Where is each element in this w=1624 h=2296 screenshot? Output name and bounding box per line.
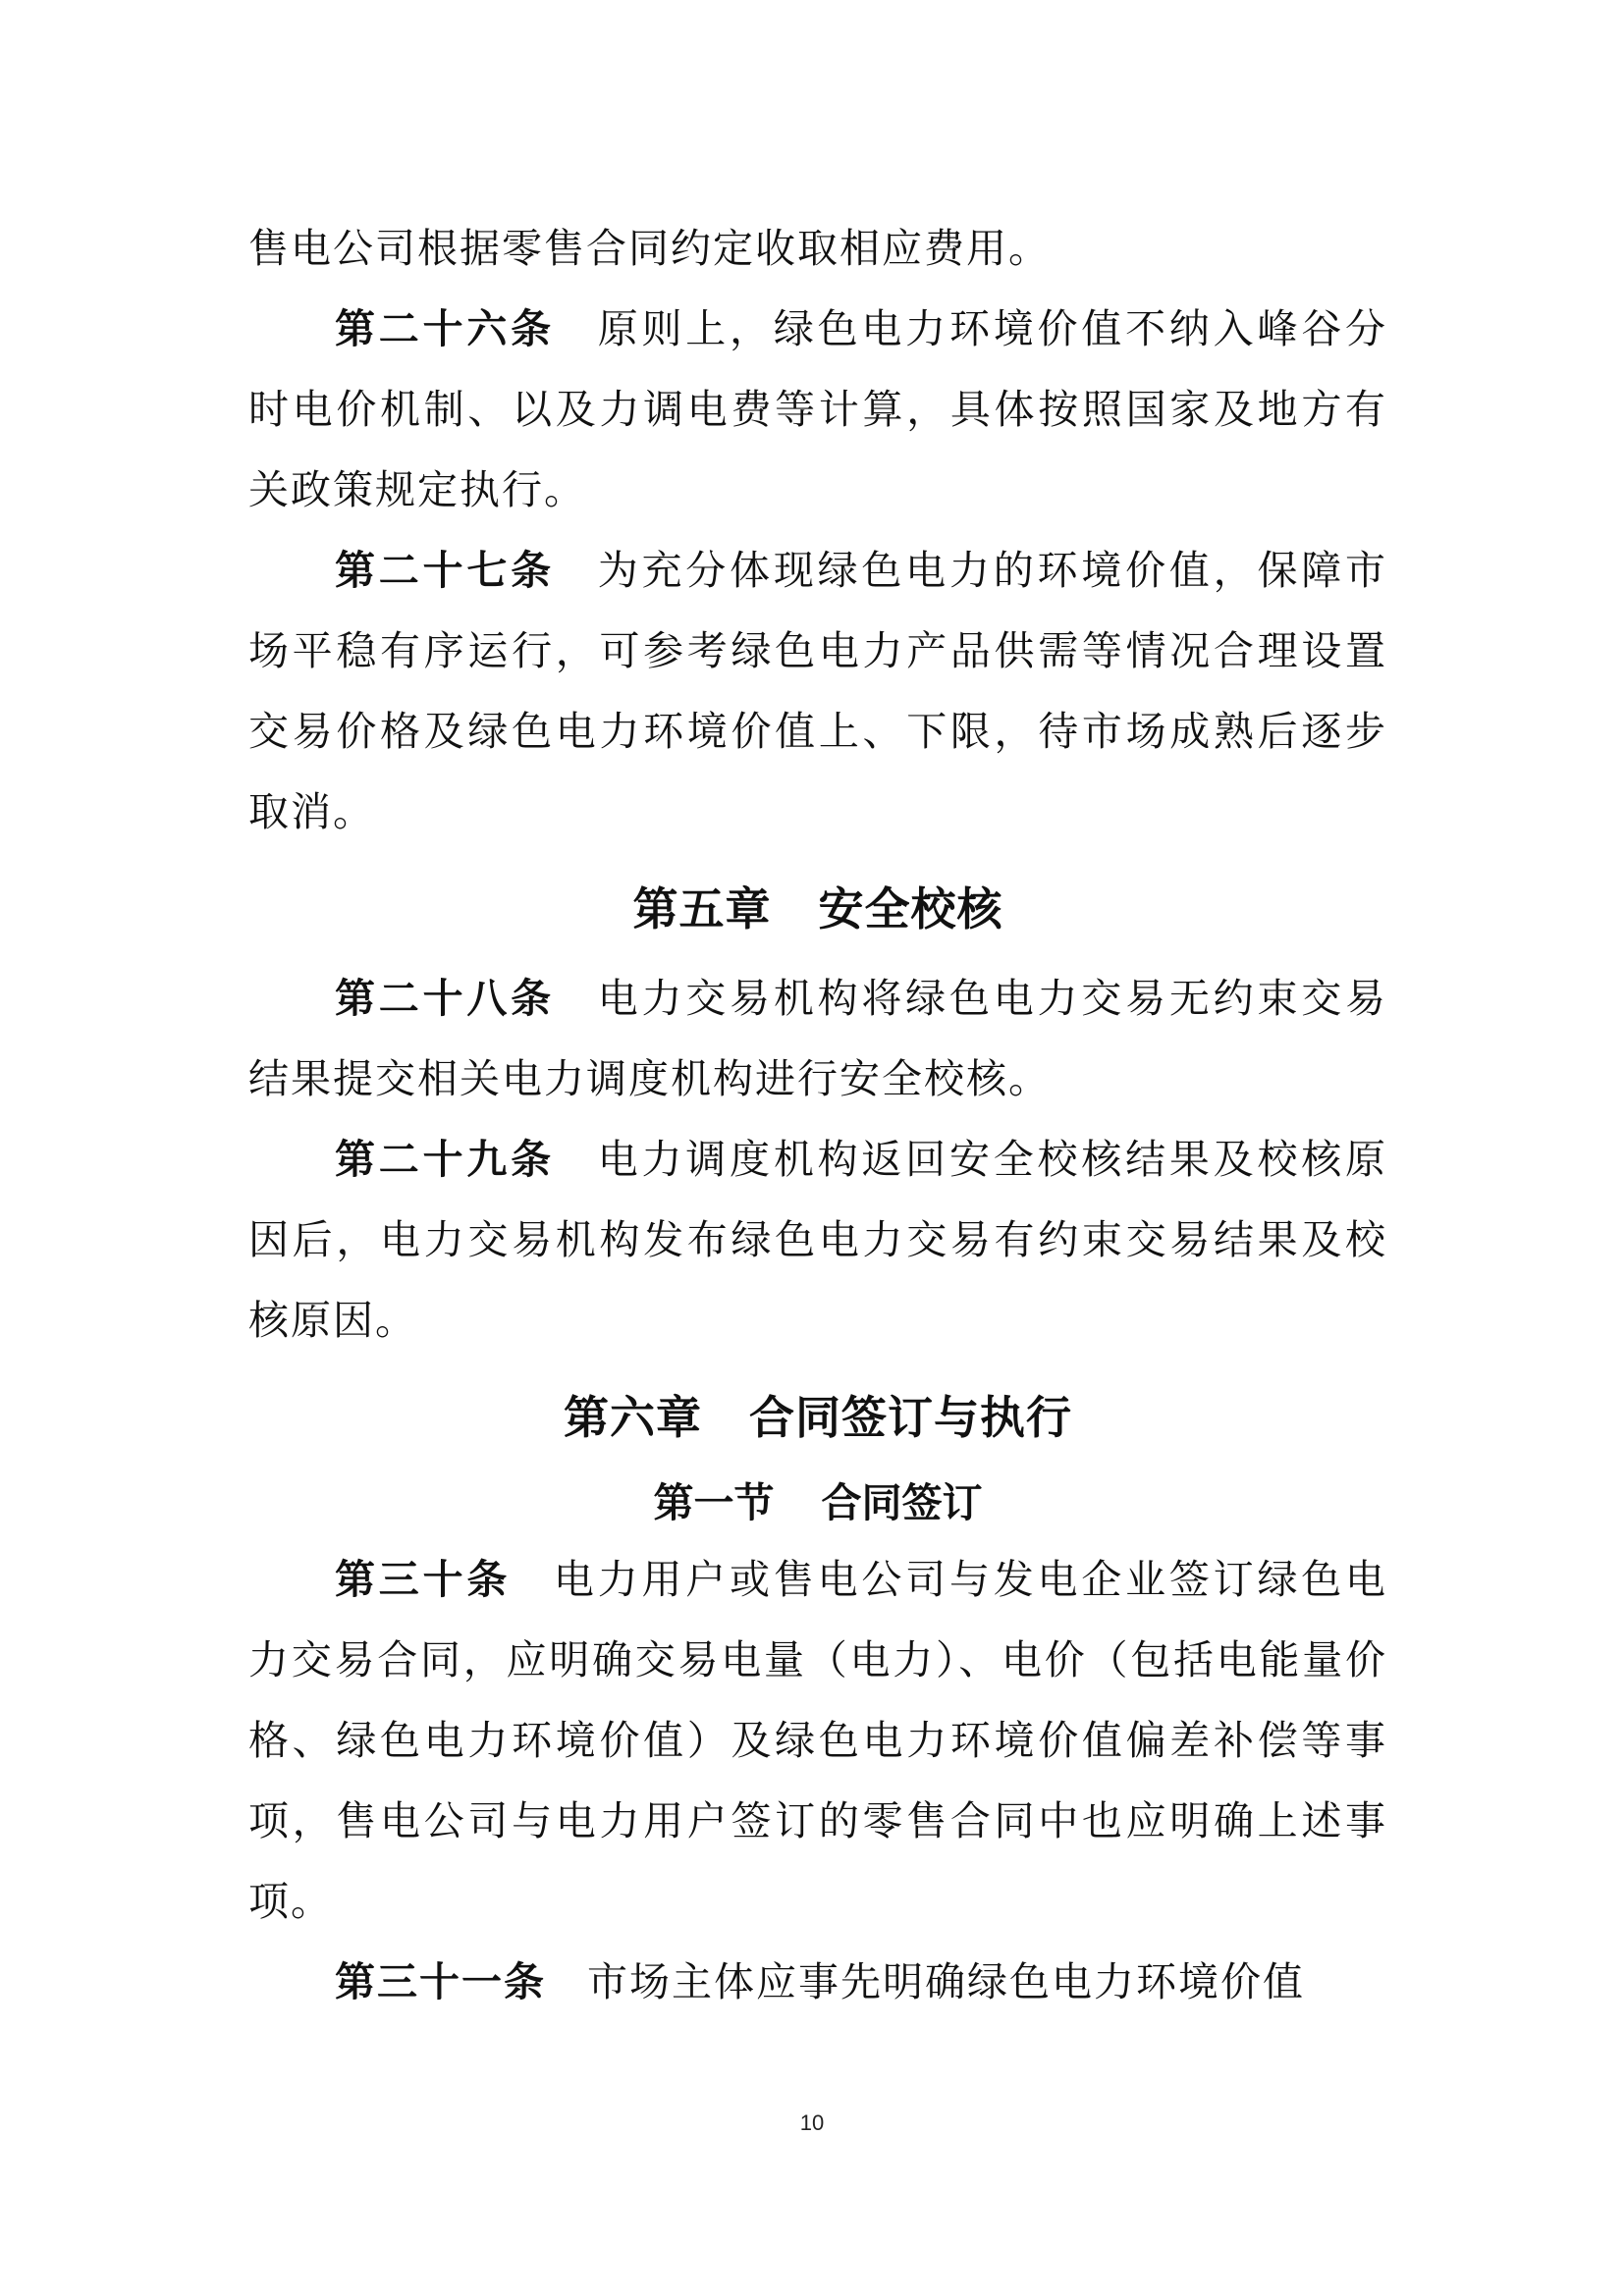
- chapter-heading-5: [248, 870, 1387, 948]
- article-26: [248, 289, 1387, 530]
- paragraph-text: 售电公司根据零售合同约定收取相应费用。: [248, 225, 1051, 272]
- section-title: 合同签订: [821, 1479, 983, 1526]
- article-text: 电力调度机构返回安全校核结果及校核原因后，电力交易机构发布绿色电力交易有约束交易结果及校核原因。: [248, 1136, 1388, 1344]
- chapter-heading-6: [248, 1378, 1387, 1457]
- article-31: [248, 1942, 1387, 2022]
- section-heading-1: [248, 1467, 1387, 1539]
- article-text: 电力用户或售电公司与发电企业签订绿色电力交易合同，应明确交易电量（电力）、电价（包括电能量价格、绿色电力环境价值）及绿色电力环境价值偏差补偿等事项，售电公司与电力用户签订的零售合同中也应明确上述事项。: [248, 1556, 1388, 1925]
- article-number: 第二十七条: [335, 547, 555, 594]
- article-text: 原则上，绿色电力环境价值不纳入峰谷分时电价机制、以及力调电费等计算，具体按照国家及地方有关政策规定执行。: [248, 305, 1388, 513]
- article-number: 第二十九条: [335, 1136, 555, 1183]
- article-number: 第二十八条: [335, 975, 555, 1022]
- chapter-number: 第五章: [632, 882, 772, 935]
- article-30: [248, 1539, 1387, 1942]
- chapter-title: 安全校核: [818, 882, 1003, 935]
- article-27: [248, 530, 1387, 852]
- article-29: [248, 1119, 1387, 1361]
- article-28: [248, 958, 1387, 1119]
- article-number: 第三十条: [335, 1556, 512, 1603]
- article-number: 第三十一条: [335, 1958, 546, 2005]
- article-text: 为充分体现绿色电力的环境价值，保障市场平稳有序运行，可参考绿色电力产品供需等情况合理设置交易价格及绿色电力环境价值上、下限，待市场成熟后逐步取消。: [248, 547, 1388, 835]
- article-number: 第二十六条: [335, 305, 555, 352]
- chapter-title: 合同签订与执行: [749, 1391, 1072, 1444]
- section-number: 第一节: [653, 1479, 775, 1526]
- chapter-number: 第六章: [564, 1391, 702, 1444]
- article-text: 电力交易机构将绿色电力交易无约束交易结果提交相关电力调度机构进行安全校核。: [248, 975, 1388, 1102]
- article-text: 市场主体应事先明确绿色电力环境价值: [587, 1958, 1305, 2005]
- paragraph-continuation: [248, 208, 1387, 289]
- page-body: [248, 208, 1387, 2022]
- page-number: 10: [799, 2110, 825, 2135]
